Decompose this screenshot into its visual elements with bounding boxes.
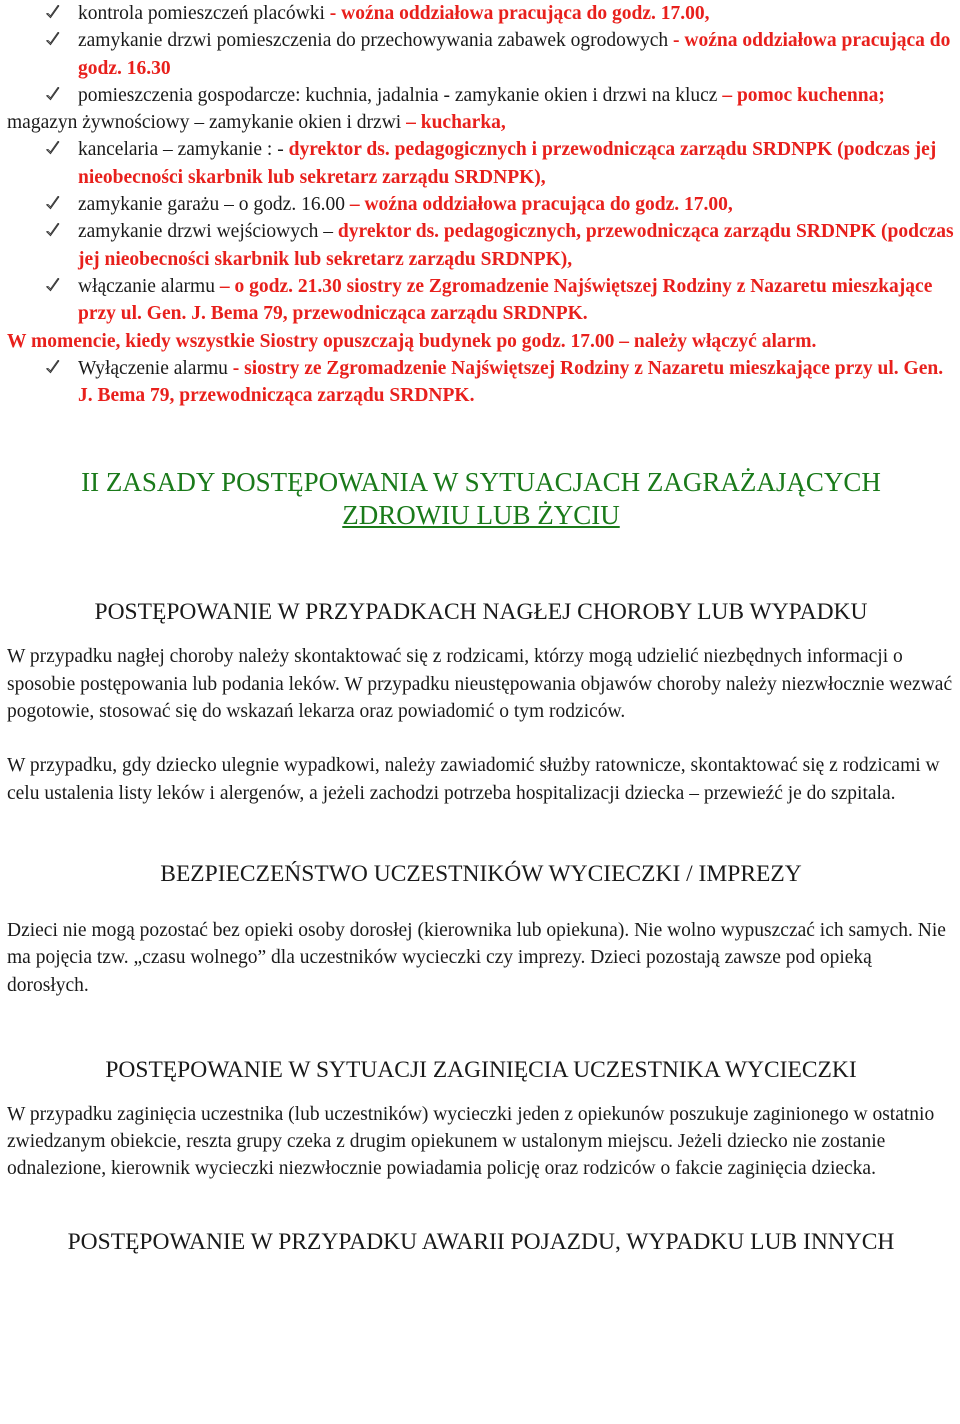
text-span: kancelaria – zamykanie : - — [78, 139, 289, 161]
spacer — [7, 888, 955, 917]
list-item — [7, 355, 955, 410]
list-item-text — [78, 358, 943, 406]
check-mark-icon — [45, 30, 61, 46]
list-item — [7, 82, 955, 109]
closing-duties-list — [7, 0, 955, 409]
list-item-text — [7, 112, 506, 133]
text-span: dyrektor ds. pedagogicznych i przewodnicząca zarządu SRDNPK (podczas jej nieobecności skarbnik lub sekretarz zarządu SRDNPK), — [78, 139, 937, 188]
text-span: zamykanie drzwi wejściowych – — [78, 221, 338, 243]
text-span: - woźna oddziałowa pracująca do godz. 16.30 — [78, 30, 951, 79]
text-span: dyrektor ds. pedagogicznych, przewodnicząca zarządu SRDNPK (podczas jej nieobecności skarbnik lub sekretarz zarządu SRDNPK), — [78, 221, 954, 270]
text-span: – kucharka, — [406, 112, 506, 134]
main-title — [7, 466, 955, 532]
section-heading: BEZPIECZEŃSTWO UCZESTNIKÓW WYCIECZKI / IMPREZY — [160, 860, 802, 887]
section-heading: POSTĘPOWANIE W PRZYPADKACH NAGŁEJ CHOROBY LUB WYPADKU — [94, 599, 868, 626]
list-item-text — [78, 221, 954, 269]
text-span: kontrola pomieszczeń placówki — [78, 3, 330, 24]
spacer — [7, 999, 955, 1056]
main-title-line1: II ZASADY POSTĘPOWANIA W SYTUACJACH ZAGRAŻAJĄCYCH — [81, 467, 881, 498]
list-item — [7, 109, 955, 136]
list-item — [7, 218, 955, 273]
check-mark-icon — [45, 194, 61, 210]
list-item — [7, 136, 955, 191]
text-span: – pomoc kuchenna; — [722, 84, 885, 106]
main-title-line2: ZDROWIU LUB ŻYCIU — [342, 500, 620, 531]
check-mark-icon — [45, 276, 61, 292]
list-item — [7, 27, 955, 82]
list-item-text — [78, 3, 710, 24]
text-span: pomieszczenia gospodarcze: kuchnia, jadalnia - zamykanie okien i drzwi na klucz — [78, 84, 723, 106]
spacer — [7, 725, 955, 752]
paragraph: W przypadku zaginięcia uczestnika (lub uczestników) wycieczki jeden z opiekunów poszukuje zaginionego w ostatnio zwiedzanym obiekcie, reszta grupy czeka z drugim opiekunem w ustalonym miejscu. Jeżeli dziecko nie zostanie odnalezione, kierownik wycieczki niezwłocznie powiadamia policję oraz rodziców o fakcie zaginięcia dziecka. — [7, 1103, 935, 1180]
check-mark-icon — [45, 3, 61, 19]
text-span: – woźna oddziałowa pracująca do godz. 17.00, — [349, 194, 733, 216]
check-mark-icon — [45, 221, 61, 237]
text-span: zamykanie drzwi pomieszczenia do przechowywania zabawek ogrodowych — [78, 30, 674, 52]
paragraph: Dzieci nie mogą pozostać bez opieki osoby dorosłej (kierownika lub opiekuna). Nie wolno wypuszczać ich samych. Nie ma pojęcia tzw. „czasu wolnego” dla uczestników wycieczki czy imprezy. Dzieci pozostają zawsze pod opieką dorosłych. — [7, 919, 946, 996]
spacer — [7, 409, 955, 466]
spacer — [7, 1084, 955, 1101]
check-mark-icon — [45, 85, 61, 101]
text-span: zamykanie garażu – o godz. 16.00 — [78, 194, 350, 216]
list-item — [7, 191, 955, 218]
check-mark-icon — [45, 358, 61, 374]
paragraph: W przypadku, gdy dziecko ulegnie wypadkowi, należy zawiadomić służby ratownicze, skontaktować się z rodzicami w celu ustalenia listy leków i alergenów, a jeżeli zachodzi potrzeba hospitalizacji dziecka – przewieźć je do szpitala. — [7, 755, 940, 804]
list-item — [7, 273, 955, 328]
list-item-text — [78, 194, 733, 215]
text-span: - woźna oddziałowa pracująca do godz. 17.00, — [329, 3, 710, 24]
text-span: – o godz. 21.30 siostry ze Zgromadzenie Najświętszej Rodziny z Nazaretu mieszkające przy ul. Gen. J. Bema 79, przewodnicząca zarządu SRDNPK. — [78, 275, 933, 325]
paragraph: W przypadku nagłej choroby należy skontaktować się z rodzicami, którzy mogą udzielić niezbędnych informacji o sposobie postępowania lub podania leków. W przypadku nieustępowania objawów choroby należy niezwłocznie wezwać pogotowie, stosować się do wskazań lekarza oraz powiadomić o tym rodziców. — [7, 646, 953, 723]
spacer — [7, 807, 955, 860]
list-item — [7, 0, 955, 27]
text-span: Wyłączenie alarmu — [78, 357, 233, 379]
text-span: - siostry ze Zgromadzenie Najświętszej Rodziny z Nazaretu mieszkające przy ul. Gen. J. Bema 79, przewodnicząca zarządu SRDNPK. — [78, 357, 944, 407]
section-heading: POSTĘPOWANIE W SYTUACJI ZAGINIĘCIA UCZESTNIKA WYCIECZKI — [105, 1056, 857, 1083]
list-item-text — [78, 30, 950, 78]
spacer — [7, 532, 955, 598]
check-mark-icon — [45, 139, 61, 155]
text-span: magazyn żywnościowy – zamykanie okien i drzwi — [7, 112, 407, 134]
list-item-text — [78, 276, 932, 324]
list-item-text — [78, 85, 885, 106]
spacer — [7, 626, 955, 643]
list-item — [7, 328, 955, 355]
text-span: W momencie, kiedy wszystkie Siostry opuszczają budynek po godz. 17.00 – należy włączyć alarm. — [7, 330, 817, 352]
list-item-text — [78, 139, 936, 187]
document-page — [7, 0, 955, 1256]
text-span: włączanie alarmu — [78, 275, 220, 297]
section-heading: POSTĘPOWANIE W PRZYPADKU AWARII POJAZDU, WYPADKU LUB INNYCH — [67, 1228, 895, 1255]
spacer — [7, 1183, 955, 1228]
